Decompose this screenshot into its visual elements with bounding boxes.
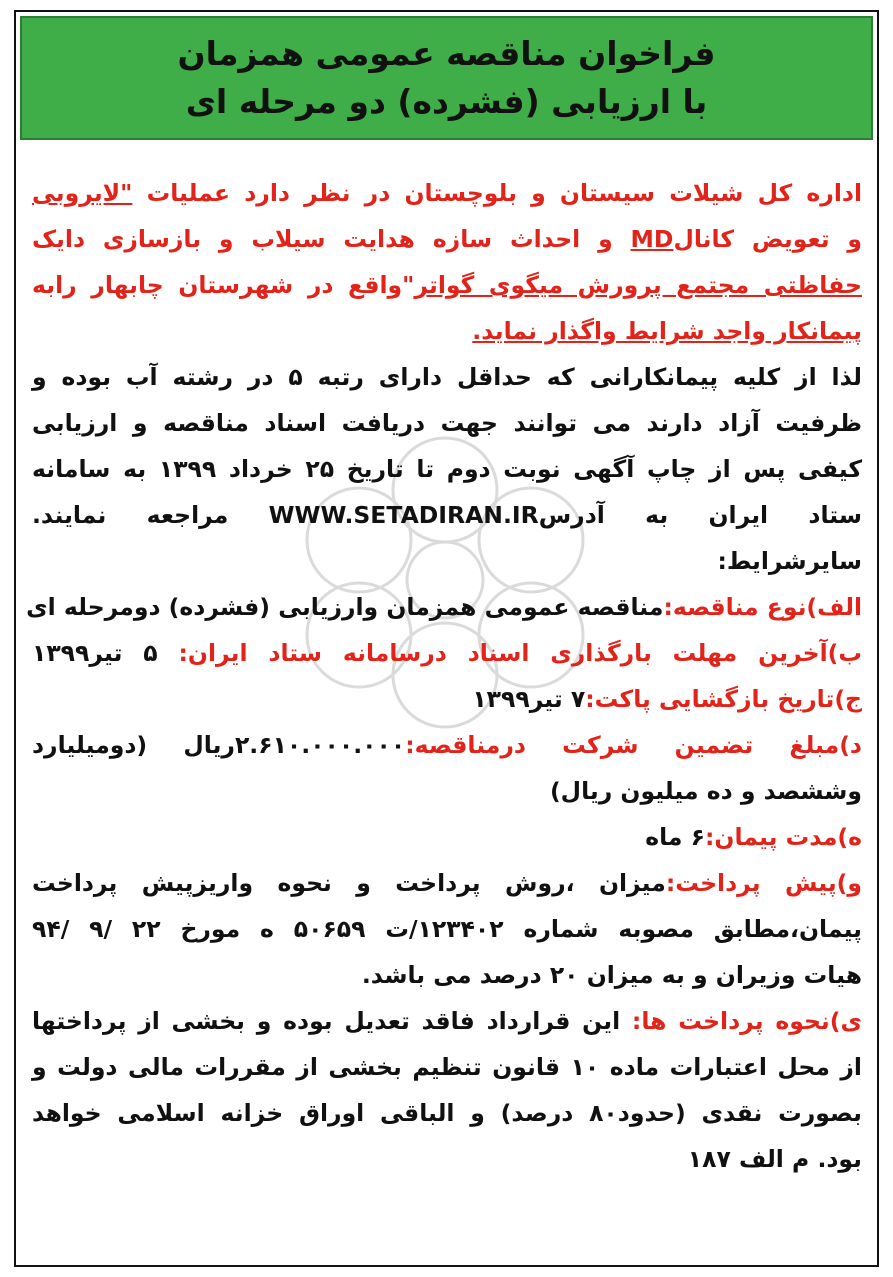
body-line-4 — [32, 492, 862, 538]
intro-text-4: پیمانکار واجد شرایط واگذار نماید. — [472, 317, 862, 345]
intro-line-2 — [32, 216, 862, 262]
condition-g-cont-3: بود. م الف ۱۸۷ — [687, 1145, 862, 1173]
condition-c-label: ج)تاریخ بازگشایی پاکت: — [585, 685, 862, 713]
body-line-3: کیفی پس از چاپ آگهی نوبت دوم تا تاریخ ۲۵ خرداد ۱۳۹۹ به سامانه — [32, 455, 863, 483]
condition-b-label: ب)آخرین مهلت بارگذاری اسناد درسامانه ستاد ایران: — [178, 639, 863, 667]
intro-line-3 — [32, 262, 862, 308]
condition-e — [32, 814, 862, 860]
condition-b — [32, 630, 862, 676]
title-line-2: با ارزیابی (فشرده) دو مرحله ای — [185, 82, 708, 121]
condition-f-cont-2: هیات وزیران و به میزان ۲۰ درصد می باشد. — [361, 961, 862, 989]
intro-line-4 — [32, 308, 862, 354]
condition-f-cont-1: پیمان،مطابق مصوبه شماره ۱۲۳۴۰۲/ت ۵۰۶۵۹ ه مورخ ۲۲ /۹ /۹۴ — [32, 915, 862, 943]
title-banner — [20, 16, 873, 140]
condition-a-label: الف)نوع مناقصه: — [663, 593, 862, 621]
website-address: WWW.SETADIRAN.IR — [268, 501, 539, 529]
body-text-4c: مراجعه نمایند. — [32, 501, 269, 529]
condition-g — [32, 998, 862, 1044]
condition-d-label: د)مبلغ تضمین شرکت درمناقصه: — [405, 731, 862, 759]
intro-line-1 — [32, 170, 862, 216]
intro-text-1a: اداره کل شیلات سیستان و بلوچستان در نظر دارد عملیات — [132, 179, 862, 207]
condition-c-value: ۷ تیر۱۳۹۹ — [472, 685, 586, 713]
condition-a-value: مناقصه عمومی همزمان وارزیابی (فشرده) دومرحله ای — [26, 593, 664, 621]
condition-d-cont: وششصد و ده میلیون ریال) — [549, 777, 862, 805]
condition-d-value: ۲.۶۱۰.۰۰۰.۰۰۰ریال (دومیلیارد — [32, 731, 406, 759]
condition-e-value: ۶ ماه — [645, 823, 706, 851]
intro-text-3b: "واقع در شهرستان چابهار رابه — [32, 271, 415, 299]
body-line-2: ظرفیت آزاد دارند می توانند جهت دریافت اسناد مناقصه و ارزیابی — [32, 409, 862, 437]
conditions-heading: سایرشرایط: — [717, 547, 862, 575]
intro-text-2c: و احداث سازه هدایت سیلاب و بازسازی دایک — [32, 225, 631, 253]
condition-g-value: این قرارداد فاقد تعدیل بوده و بخشی از پرداختها — [32, 1007, 632, 1035]
condition-f-label: و)پیش پرداخت: — [665, 869, 862, 897]
condition-g-cont-1: از محل اعتبارات ماده ۱۰ قانون تنظیم بخشی از مقررات مالی دولت و — [32, 1053, 862, 1081]
condition-f — [32, 860, 862, 906]
condition-b-value: ۵ تیر۱۳۹۹ — [32, 639, 179, 667]
intro-text-2b: MD — [630, 225, 674, 253]
condition-f-value: میزان ،روش پرداخت و نحوه واریزپیش پرداخت — [32, 869, 666, 897]
intro-text-2a: و تعویض کانال — [673, 225, 862, 253]
condition-c — [32, 676, 862, 722]
body-line-1: لذا از کلیه پیمانکارانی که حداقل دارای رتبه ۵ در رشته آب بوده و — [32, 363, 862, 391]
condition-e-label: ه)مدت پیمان: — [705, 823, 862, 851]
body-text-4a: ستاد ایران به آدرس — [538, 501, 862, 529]
condition-g-cont-2: بصورت نقدی (حدود۸۰ درصد) و الباقی اوراق خزانه اسلامی خواهد — [32, 1099, 862, 1127]
condition-g-label: ی)نحوه پرداخت ها: — [631, 1007, 862, 1035]
condition-d — [32, 722, 862, 768]
intro-text-3a: حفاظتی مجتمع پرورش میگوی گواتر — [414, 271, 862, 299]
intro-text-1b: "لایروبی — [32, 179, 133, 207]
notice-content — [26, 170, 863, 1182]
condition-a — [26, 584, 862, 630]
title-line-1: فراخوان مناقصه عمومی همزمان — [177, 34, 716, 73]
